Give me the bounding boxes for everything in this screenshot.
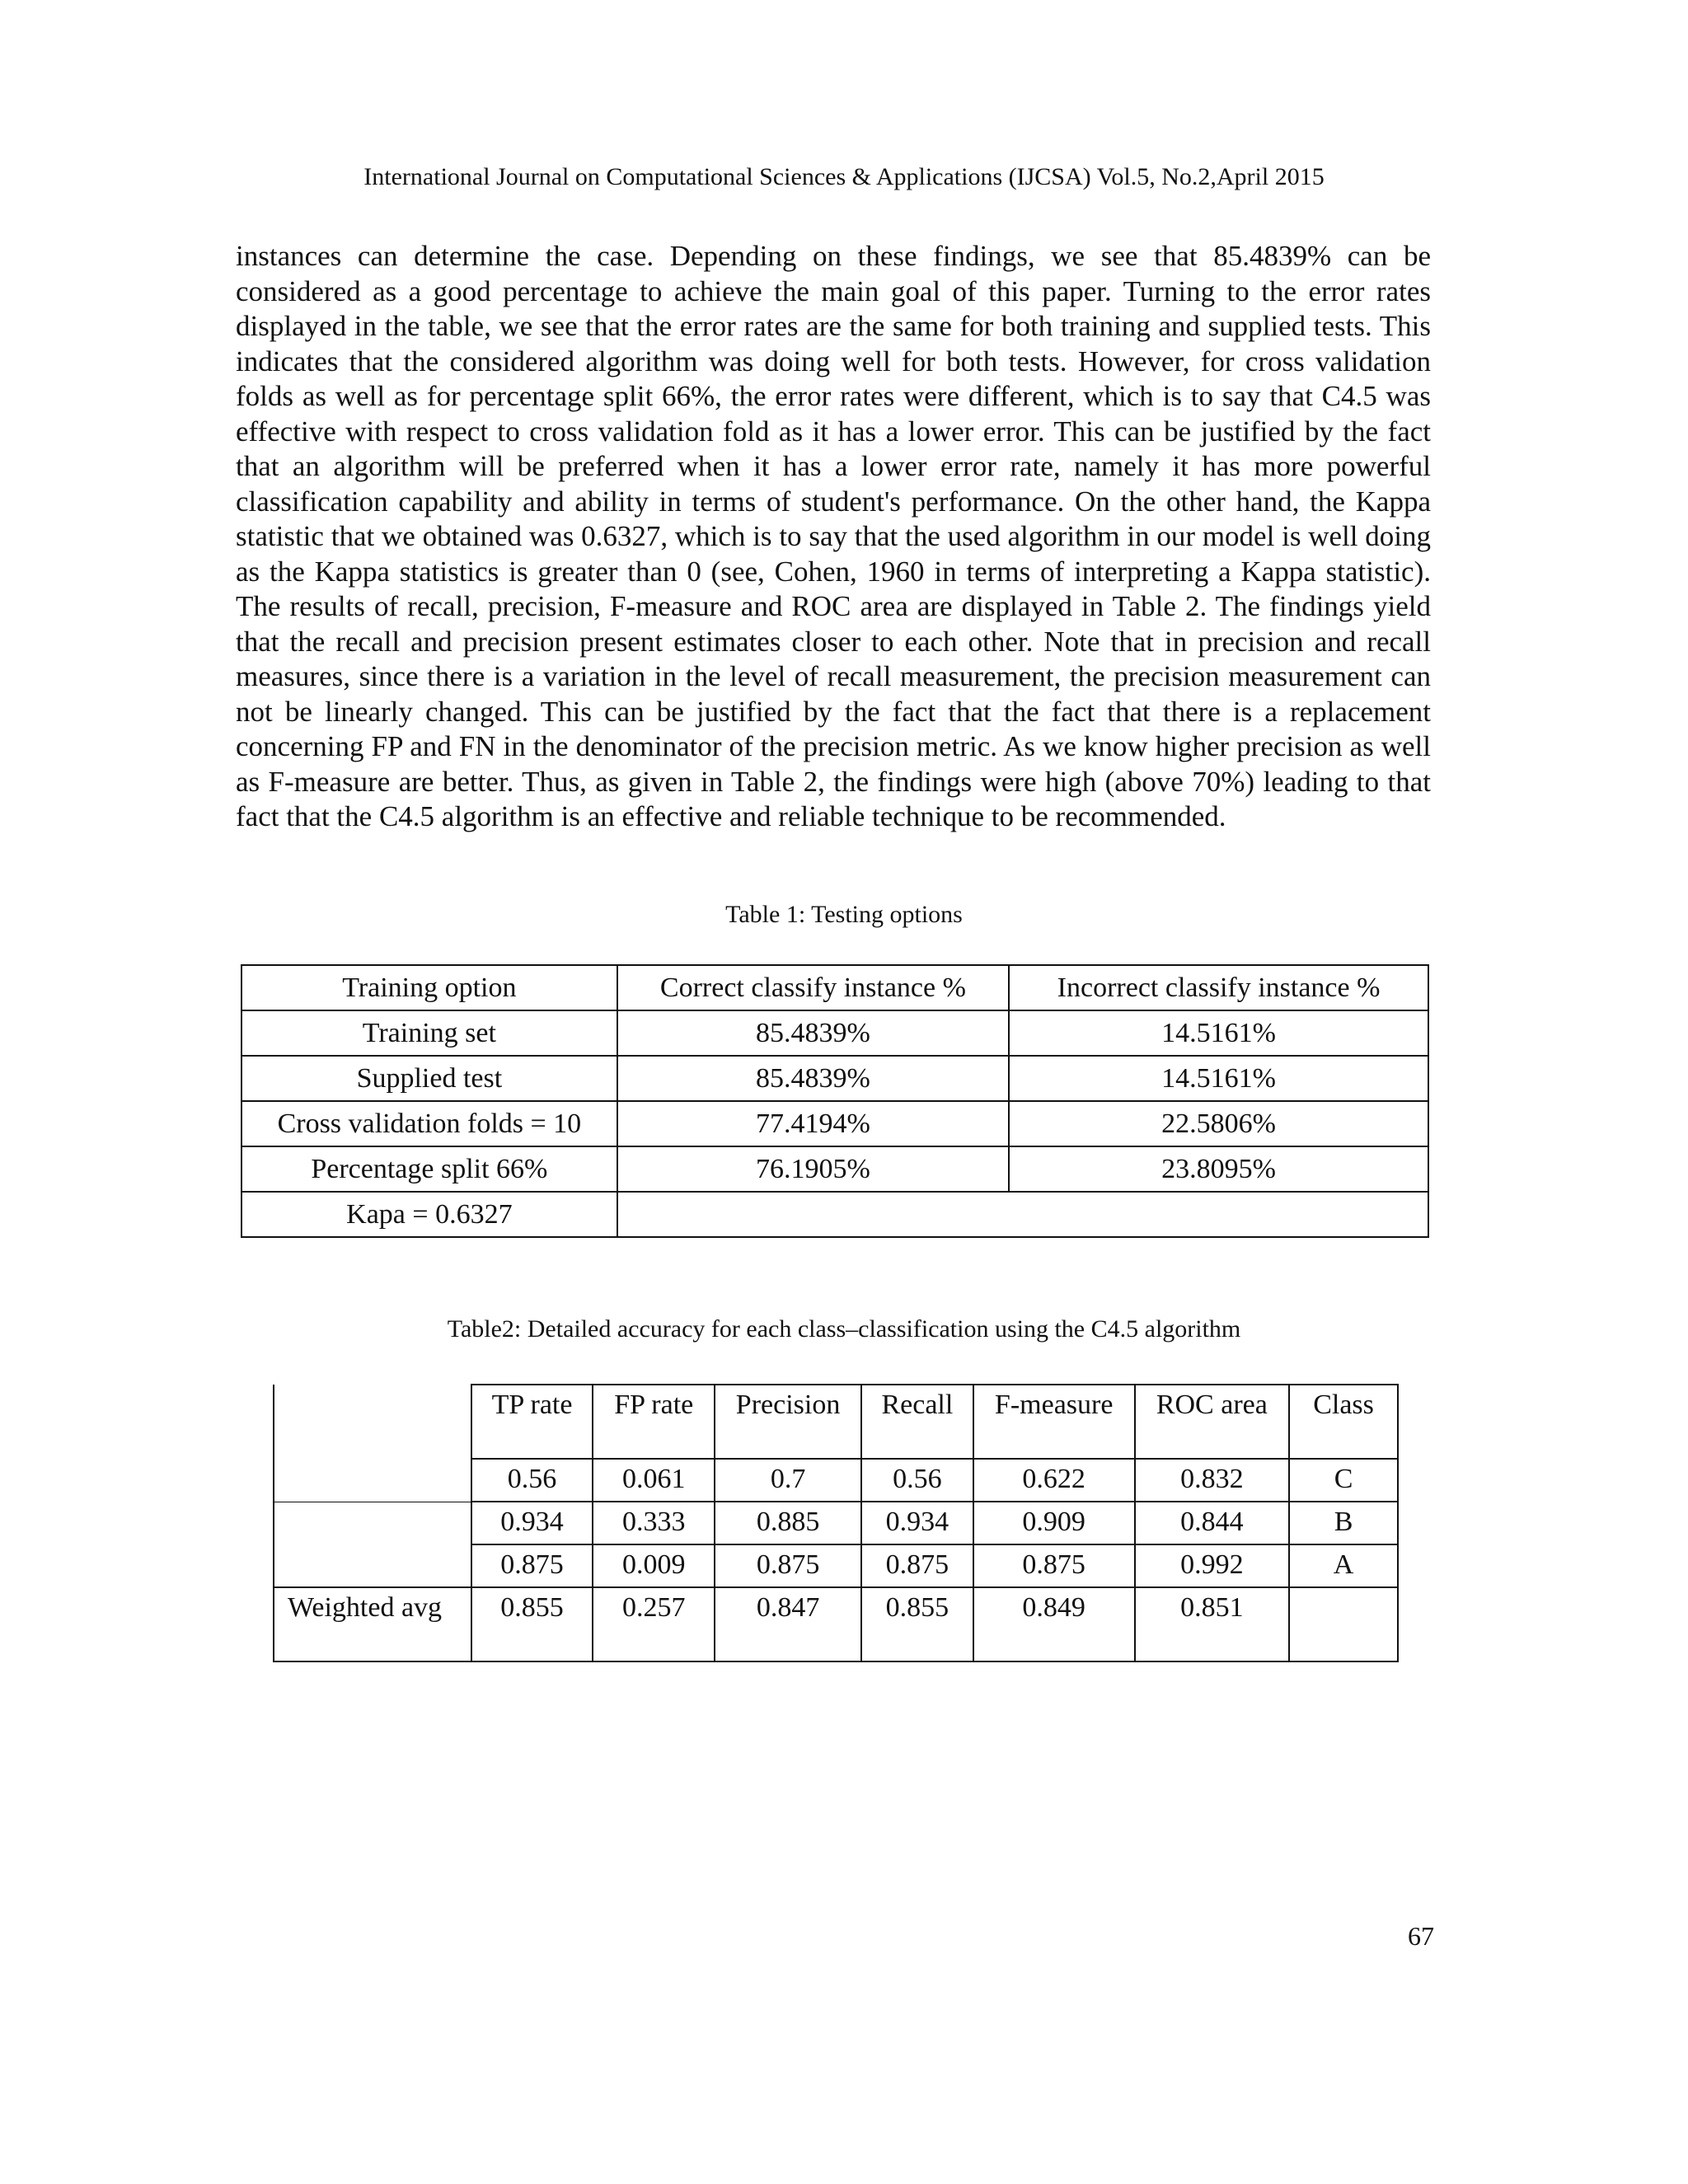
table-cell: 0.56 [861,1459,973,1502]
accuracy-table [273,1384,1399,1662]
table-cell: 0.622 [973,1459,1135,1502]
table-header-cell: Precision [715,1385,861,1459]
table-cell: 0.844 [1135,1502,1290,1544]
table-cell: Percentage split 66% [241,1146,617,1192]
table-cell: 23.8095% [1009,1146,1428,1192]
testing-options-table [241,964,1429,1238]
table-cell: 14.5161% [1009,1056,1428,1101]
table-cell: 0.934 [471,1502,593,1544]
table-header-row [241,965,1428,1010]
table-cell: 0.851 [1135,1587,1290,1661]
table-cell: Cross validation folds = 10 [241,1101,617,1146]
table-cell: 0.875 [471,1544,593,1587]
table-cell: 0.7 [715,1459,861,1502]
table-header-cell: Correct classify instance % [617,965,1009,1010]
table-cell: 22.5806% [1009,1101,1428,1146]
table-cell: 77.4194% [617,1101,1009,1146]
running-header: International Journal on Computational Sciences & Applications (IJCSA) Vol.5, No.2,April 2015 [363,163,1325,190]
table-header-cell: TP rate [471,1385,593,1459]
body-paragraph: instances can determine the case. Depending on these findings, we see that 85.4839% can be considered as a good percentage to achieve the main goal of this paper. Turning to the error rates displayed in the table, we see that the error rates are the same for both training and supplied tests. This indicates that the considered algorithm was doing well for both tests. However, for cross validation folds as well as for percentage split 66%, the error rates were different, which is to say that C4.5 was effective with respect to cross validation fold as it has a lower error. This can be justified by the fact that an algorithm will be preferred when it has a lower error rate, namely it has more powerful classification capability and ability in terms of student's performance. On the other hand, the Kappa statistic that we obtained was 0.6327, which is to say that the used algorithm in our model is well doing as the Kappa statistics is greater than 0 (see, Cohen, 1960 in terms of interpreting a Kappa statistic). The results of recall, precision, F-measure and ROC area are displayed in Table 2. The findings yield that the recall and precision present estimates closer to each other. Note that in precision and recall measures, since there is a variation in the level of recall measurement, the precision measurement can not be linearly changed. This can be justified by the fact that the fact that there is a replacement concerning FP and FN in the denominator of the precision metric. As we know higher precision as well as F-measure are better. Thus, as given in Table 2, the findings were high (above 70%) leading to that fact that the C4.5 algorithm is an effective and reliable technique to be recommended. [236,240,1431,832]
table-cell: 0.855 [861,1587,973,1661]
table-cell: C [1289,1459,1398,1502]
table-cell: 0.832 [1135,1459,1290,1502]
row-label-cell [274,1502,471,1544]
row-label-cell: Weighted avg [274,1587,471,1661]
table-header-cell: Incorrect classify instance % [1009,965,1428,1010]
table-header-cell: Recall [861,1385,973,1459]
table-cell: 14.5161% [1009,1010,1428,1056]
table-cell: A [1289,1544,1398,1587]
table-cell [1289,1587,1398,1661]
table-cell: 0.855 [471,1587,593,1661]
table-header-row [274,1385,1398,1459]
table-cell: 0.333 [593,1502,715,1544]
row-label-cell [274,1544,471,1587]
table-cell: 0.847 [715,1587,861,1661]
table-cell: 0.009 [593,1544,715,1587]
empty-cell [617,1192,1428,1237]
table-row [241,1056,1428,1101]
table-cell: 0.849 [973,1587,1135,1661]
table-row [274,1544,1398,1587]
kappa-cell: Kapa = 0.6327 [241,1192,617,1237]
table-cell: B [1289,1502,1398,1544]
table-cell: 76.1905% [617,1146,1009,1192]
table-cell: 85.4839% [617,1056,1009,1101]
table-header-cell [274,1385,471,1459]
table-cell: 0.909 [973,1502,1135,1544]
table-row [241,1010,1428,1056]
table-1-caption: Table 1: Testing options [725,901,963,928]
table-cell: 0.934 [861,1502,973,1544]
table-header-cell: Training option [241,965,617,1010]
table-cell: 0.061 [593,1459,715,1502]
table-header-cell: FP rate [593,1385,715,1459]
table-cell: 0.257 [593,1587,715,1661]
table-cell: 0.885 [715,1502,861,1544]
table-cell: 85.4839% [617,1010,1009,1056]
table-cell: Training set [241,1010,617,1056]
table-header-cell: Class [1289,1385,1398,1459]
table-cell: Supplied test [241,1056,617,1101]
weighted-avg-row [274,1587,1398,1661]
table-row [274,1459,1398,1502]
table-header-cell: F-measure [973,1385,1135,1459]
page-number: 67 [1408,1921,1434,1951]
table-row [241,1146,1428,1192]
table-row [241,1101,1428,1146]
table-cell: 0.875 [973,1544,1135,1587]
table-cell: 0.992 [1135,1544,1290,1587]
table-header-cell: ROC area [1135,1385,1290,1459]
table-cell: 0.56 [471,1459,593,1502]
kappa-row [241,1192,1428,1237]
table-cell: 0.875 [861,1544,973,1587]
row-label-cell [274,1459,471,1502]
table-cell: 0.875 [715,1544,861,1587]
table-2-caption: Table2: Detailed accuracy for each class–classification using the C4.5 algorithm [447,1315,1241,1343]
table-row [274,1502,1398,1544]
